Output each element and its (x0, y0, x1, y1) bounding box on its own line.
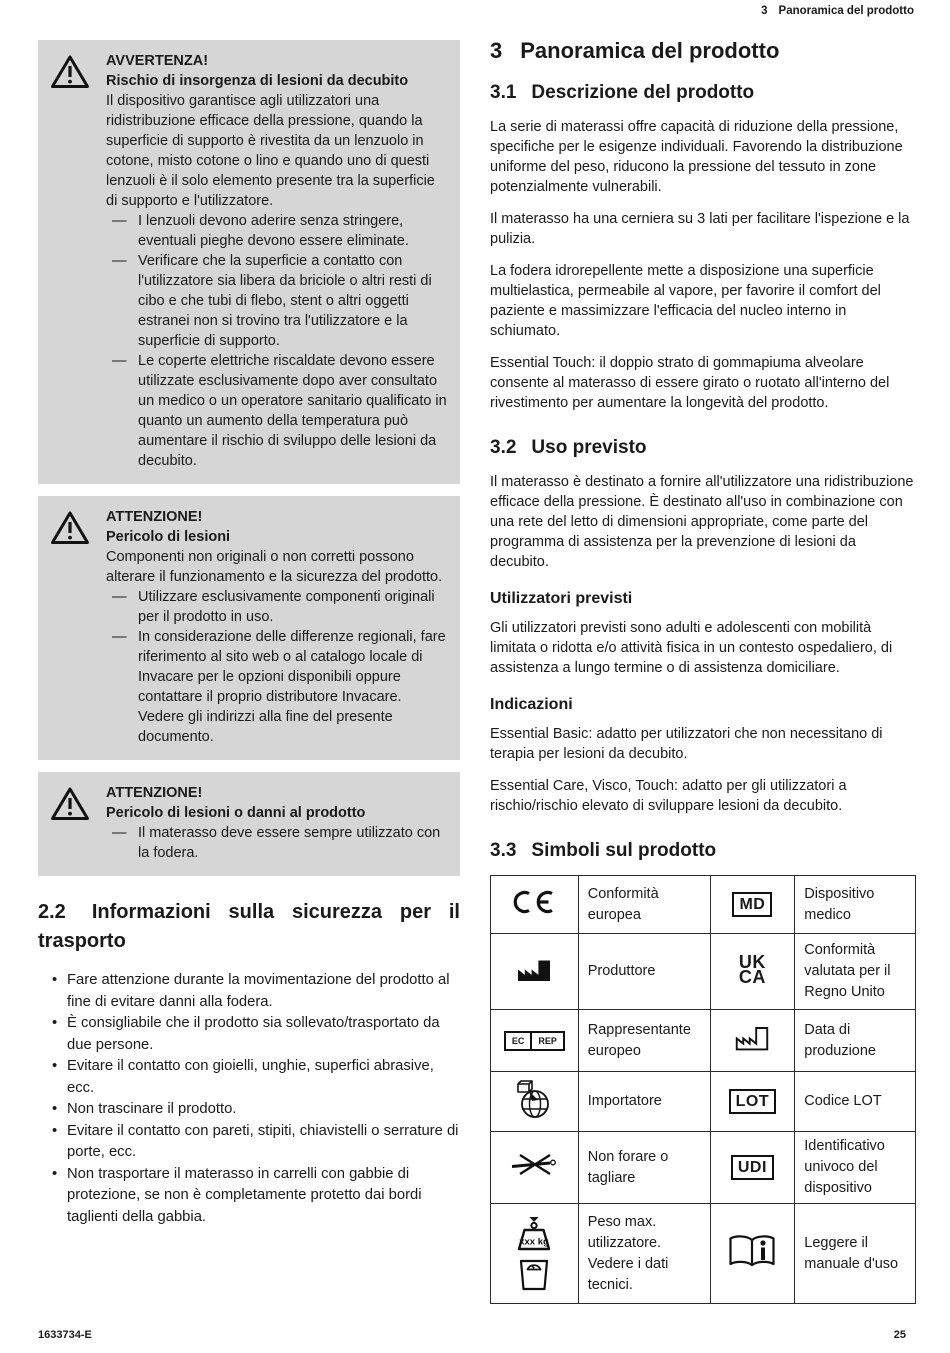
warning-box (38, 40, 460, 484)
warning-box (38, 496, 460, 760)
warning-title: AVVERTENZA! (106, 53, 209, 69)
symbol-label: Importatore (578, 1072, 710, 1132)
running-header-title: Panoramica del prodotto (778, 5, 914, 17)
section-number: 3 (490, 38, 503, 63)
indications-heading: Indicazioni (490, 696, 573, 713)
ec-rep-icon: EC REP (491, 1010, 579, 1072)
section-number: 2.2 (38, 901, 66, 923)
table-row (491, 934, 916, 1010)
body-paragraph: Essential Care, Visco, Touch: adatto per gli utilizzatori a rischio/rischio elevato di sviluppare lesioni da decubito. (490, 778, 847, 814)
warning-subtitle: Pericolo di lesioni o danni al prodotto (106, 805, 366, 821)
warning-item: — Utilizzare esclusivamente componenti originali per il prodotto in uso. (138, 587, 450, 627)
right-column (490, 38, 916, 1304)
md-icon: MD (710, 876, 795, 934)
warning-content (106, 507, 452, 747)
udi-icon: UDI (710, 1132, 795, 1204)
table-row (491, 1072, 916, 1132)
no-puncture-or-cut-icon (491, 1132, 579, 1204)
section-title: Informazioni sulla sicurezza per il trasporto (38, 901, 460, 952)
section-3-1-heading (490, 82, 916, 104)
warning-triangle-icon (48, 51, 106, 471)
section-3-2-heading (490, 437, 916, 459)
transport-safety-list (38, 970, 460, 1228)
warning-body: Il dispositivo garantisce agli utilizzatori una ridistribuzione efficace della pressione, quando la superficie di supporto è rivestita da un lenzuolo in cotone, misto cotone o lino e quando uno di questi lenzuoli è il solo elemento presente tra la superficie di supporto e l'utilizzatore. (106, 93, 435, 209)
document-code: 1633734-E (38, 1329, 92, 1341)
date-of-manufacture-icon (710, 1010, 795, 1072)
symbols-table (490, 875, 916, 1304)
manufacturer-icon (491, 934, 579, 1010)
table-row (491, 876, 916, 934)
section-3-3-heading (490, 840, 916, 862)
warning-title: ATTENZIONE! (106, 785, 203, 801)
lot-icon: LOT (710, 1072, 795, 1132)
warning-item: — Verificare che la superficie a contatto con l'utilizzatore sia libera da briciole o altri resti di cibo e che tubi di flebo, stent o altri oggetti estranei non si trovino tra l'utilizzatore e la superficie di supporto. (138, 251, 450, 351)
warning-triangle-icon (48, 783, 106, 863)
ukca-icon: UK CA (710, 934, 795, 1010)
body-paragraph: Essential Basic: adatto per utilizzatori che non necessitano di terapia per lesioni da decubito. (490, 726, 883, 762)
ce-icon (491, 876, 579, 934)
warning-item-list (106, 587, 450, 747)
read-manual-icon (710, 1204, 795, 1304)
warning-content (106, 51, 452, 471)
section-2-2-heading (38, 898, 460, 956)
symbol-label: Rappresentante europeo (578, 1010, 710, 1072)
table-row (491, 1132, 916, 1204)
symbol-label: Dispositivo medico (795, 876, 916, 934)
symbol-label: Codice LOT (795, 1072, 916, 1132)
warning-item: — Il materasso deve essere sempre utilizzato con la fodera. (138, 823, 450, 863)
running-header-chapter-number: 3 (761, 5, 768, 17)
symbol-label: Peso max. utilizzatore. Vedere i dati tecnici. (578, 1204, 710, 1304)
table-row (491, 1204, 916, 1304)
section-3-heading (490, 38, 916, 64)
warning-item: — Le coperte elettriche riscaldate devono essere utilizzate esclusivamente dopo aver consultato un medico o un operatore sanitario qualificato in quanto un aumento della temperatura può aumentare il rischio di sviluppo delle lesioni da decubito. (138, 351, 450, 471)
bullet-item: • Non trascinare il prodotto. (67, 1099, 460, 1121)
running-header (761, 5, 914, 17)
bullet-item: • Fare attenzione durante la movimentazione del prodotto al fine di evitare danni alla fodera. (67, 970, 460, 1013)
warning-body: Componenti non originali o non corretti possono alterare il funzionamento e la sicurezza del prodotto. (106, 549, 443, 585)
importer-icon (491, 1072, 579, 1132)
bullet-item: • Evitare il contatto con gioielli, unghie, superfici abrasive, ecc. (67, 1056, 460, 1099)
table-row (491, 1010, 916, 1072)
bullet-item: • È consigliabile che il prodotto sia sollevato/trasportato da due persone. (67, 1013, 460, 1056)
section-title: Uso previsto (531, 437, 647, 458)
body-paragraph: Il materasso è destinato a fornire all'utilizzatore una ridistribuzione efficace della pressione. È destinato all'uso in combinazione con una rete del letto di dimensioni appropriate, come parte del programma di assistenza per la prevenzione di lesioni da decubito. (490, 474, 914, 570)
warning-item: — In considerazione delle differenze regionali, fare riferimento al sito web o al catalogo locale di Invacare per le opzioni disponibili oppure contattare il proprio distributore Invacare. Vedere gli indirizzi alla fine del presente documento. (138, 627, 450, 747)
max-user-weight-icon (491, 1204, 579, 1304)
page-number: 25 (893, 1329, 906, 1341)
symbol-label: Conformità valutata per il Regno Unito (795, 934, 916, 1010)
warning-title: ATTENZIONE! (106, 509, 203, 525)
body-paragraph: La fodera idrorepellente mette a disposizione una superficie multielastica, permeabile al vapore, per favorire il comfort del paziente e massimizzare l'efficacia del nucleo interno in schiumato. (490, 263, 881, 339)
intended-users-heading: Utilizzatori previsti (490, 590, 633, 607)
warning-item-list (106, 823, 450, 863)
warning-triangle-icon (48, 507, 106, 747)
warning-content (106, 783, 452, 863)
symbol-label: Conformità europea (578, 876, 710, 934)
body-paragraph: Il materasso ha una cerniera su 3 lati per facilitare l'ispezione e la pulizia. (490, 211, 910, 247)
symbol-label: Identificativo univoco del dispositivo (795, 1132, 916, 1204)
warning-subtitle: Pericolo di lesioni (106, 529, 231, 545)
section-number: 3.2 (490, 437, 517, 458)
left-column (38, 40, 460, 1228)
section-number: 3.3 (490, 840, 517, 861)
bullet-item: • Evitare il contatto con pareti, stipiti, chiavistelli o serrature di porte, ecc. (67, 1121, 460, 1164)
symbol-label: Produttore (578, 934, 710, 1010)
warning-item-list (106, 211, 450, 471)
symbol-label: Leggere il manuale d'uso (795, 1204, 916, 1304)
section-number: 3.1 (490, 82, 517, 103)
body-paragraph: Gli utilizzatori previsti sono adulti e adolescenti con mobilità limitata o ridotta e/o attività fisica in un contesto ospedaliero, di assistenza a lungo termine o di assistenza domiciliare. (490, 620, 893, 676)
scale-icon (517, 1258, 551, 1292)
section-title: Simboli sul prodotto (531, 840, 717, 861)
svg-text:xxx kg: xxx kg (519, 1236, 550, 1247)
warning-item: — I lenzuoli devono aderire senza stringere, eventuali pieghe devono essere eliminate. (138, 211, 450, 251)
section-title: Descrizione del prodotto (531, 82, 755, 103)
body-paragraph: La serie di materassi offre capacità di riduzione della pressione, specifiche per le esigenze individuali. Favorendo la distribuzione uniforme del peso, riducono la pressione del tessuto in zone potenzialmente vulnerabili. (490, 119, 903, 195)
section-title: Panoramica del prodotto (520, 38, 780, 63)
body-paragraph: Essential Touch: il doppio strato di gommapiuma alveolare consente al materasso di essere girato o ruotato all'interno del rivestimento per aumentare la longevità del prodotto. (490, 355, 890, 411)
symbol-label: Non forare o tagliare (578, 1132, 710, 1204)
warning-subtitle: Rischio di insorgenza di lesioni da decubito (106, 73, 409, 89)
warning-box (38, 772, 460, 876)
bullet-item: • Non trasportare il materasso in carrelli con gabbie di protezione, se non è completamente protetto dai bordi taglienti della gabbia. (67, 1164, 460, 1229)
symbol-label: Data di produzione (795, 1010, 916, 1072)
